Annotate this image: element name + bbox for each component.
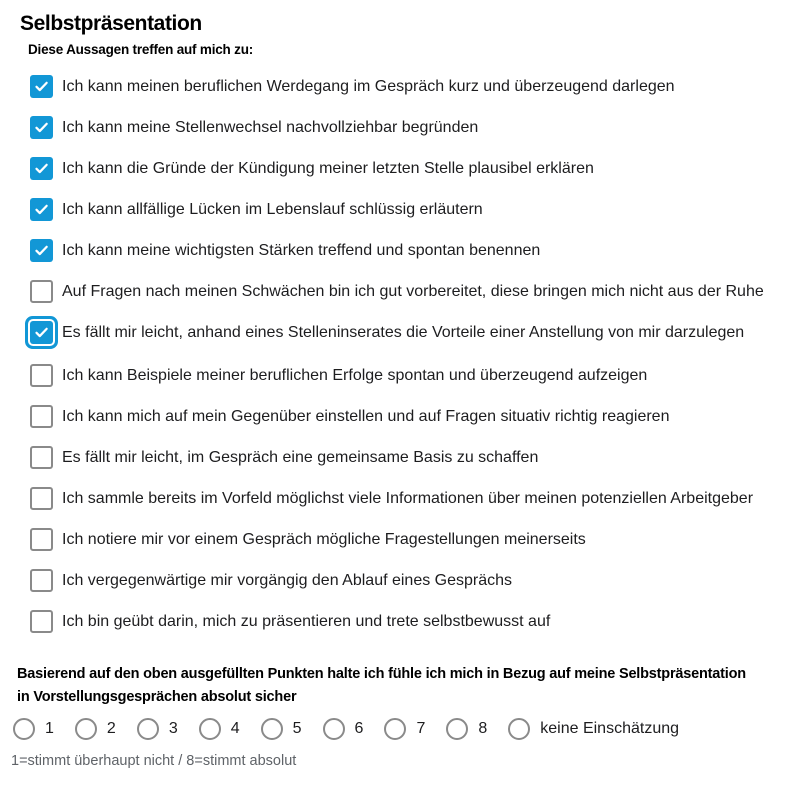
checkbox-item bbox=[30, 528, 789, 552]
checkbox-item bbox=[30, 569, 789, 593]
checkmark-icon bbox=[34, 120, 49, 135]
checkbox-label[interactable]: Ich bin geübt darin, mich zu präsentieren und trete selbstbewusst auf bbox=[62, 613, 551, 630]
checkbox-label[interactable]: Es fällt mir leicht, im Gespräch eine gemeinsame Basis zu schaffen bbox=[62, 449, 539, 466]
radio-option-label: 5 bbox=[292, 720, 302, 737]
rating-option[interactable] bbox=[384, 718, 425, 740]
rating-option[interactable] bbox=[508, 718, 679, 740]
checkbox-label[interactable]: Ich sammle bereits im Vorfeld möglichst viele Informationen über meinen potenziellen Arbeitgeber bbox=[62, 490, 754, 507]
checkbox[interactable] bbox=[30, 75, 53, 98]
checkbox[interactable] bbox=[30, 569, 53, 592]
radio-option-label: 1 bbox=[45, 720, 54, 737]
radio-option-label: 3 bbox=[168, 720, 178, 737]
radio-option-label: 2 bbox=[106, 720, 116, 737]
checkbox-label[interactable]: Ich kann Beispiele meiner beruflichen Erfolge spontan und überzeugend aufzeigen bbox=[62, 367, 648, 384]
checkmark-icon bbox=[34, 243, 49, 258]
rating-option[interactable] bbox=[13, 718, 54, 740]
radio-button[interactable] bbox=[323, 718, 345, 740]
checkbox-label[interactable]: Ich kann mich auf mein Gegenüber einstellen und auf Fragen situativ richtig reagieren bbox=[62, 408, 670, 425]
checkbox[interactable] bbox=[30, 446, 53, 469]
checkbox[interactable] bbox=[30, 610, 53, 633]
checkbox-label[interactable]: Ich kann meine wichtigsten Stärken treffend und spontan benennen bbox=[62, 242, 541, 259]
checkmark-icon bbox=[34, 161, 49, 176]
checkbox[interactable] bbox=[30, 528, 53, 551]
checkbox-label[interactable]: Ich notiere mir vor einem Gespräch mögliche Fragestellungen meinerseits bbox=[62, 531, 586, 548]
checkmark-icon bbox=[34, 79, 49, 94]
rating-option[interactable] bbox=[261, 718, 302, 740]
rating-option[interactable] bbox=[323, 718, 364, 740]
radio-option-label: 8 bbox=[478, 720, 488, 737]
radio-button[interactable] bbox=[261, 718, 283, 740]
rating-question: Basierend auf den oben ausgefüllten Punkten halte ich fühle ich mich in Bezug auf meine Selbstpräsentation in Vorstellungsgesprächen absolut sicher bbox=[17, 666, 746, 705]
checkbox-item bbox=[30, 280, 789, 304]
rating-options bbox=[13, 718, 789, 740]
checkbox-item bbox=[30, 321, 789, 345]
checkbox-item bbox=[30, 198, 789, 222]
radio-button[interactable] bbox=[75, 718, 97, 740]
rating-option[interactable] bbox=[137, 718, 178, 740]
radio-button[interactable] bbox=[508, 718, 530, 740]
checkbox[interactable] bbox=[30, 198, 53, 221]
radio-button[interactable] bbox=[446, 718, 468, 740]
rating-option[interactable] bbox=[75, 718, 116, 740]
page-title: Selbstpräsentation bbox=[20, 12, 202, 35]
checkbox[interactable] bbox=[30, 364, 53, 387]
checkbox-label[interactable]: Ich kann allfällige Lücken im Lebenslauf schlüssig erläutern bbox=[62, 201, 483, 218]
checkbox[interactable] bbox=[30, 405, 53, 428]
radio-option-label: 4 bbox=[230, 720, 240, 737]
checkbox-item bbox=[30, 610, 789, 634]
checkbox-item bbox=[30, 446, 789, 470]
checkmark-icon bbox=[34, 202, 49, 217]
checkbox[interactable] bbox=[30, 239, 53, 262]
checkbox-item bbox=[30, 116, 789, 140]
checkmark-icon bbox=[34, 325, 49, 340]
checkbox-label[interactable]: Ich vergegenwärtige mir vorgängig den Ablauf eines Gesprächs bbox=[62, 572, 513, 589]
checkbox[interactable] bbox=[30, 116, 53, 139]
checkbox-item bbox=[30, 75, 789, 99]
rating-scale-footnote: 1=stimmt überhaupt nicht / 8=stimmt absolut bbox=[11, 753, 297, 769]
radio-option-label: 7 bbox=[416, 720, 426, 737]
checkbox[interactable] bbox=[30, 157, 53, 180]
checkbox-label[interactable]: Auf Fragen nach meinen Schwächen bin ich gut vorbereitet, diese bringen mich nicht aus der Ruhe bbox=[62, 283, 764, 300]
radio-button[interactable] bbox=[199, 718, 221, 740]
rating-option[interactable] bbox=[199, 718, 240, 740]
rating-section bbox=[0, 663, 789, 769]
radio-option-label: keine Einschätzung bbox=[540, 720, 680, 737]
checkbox[interactable] bbox=[30, 487, 53, 510]
checkbox-item bbox=[30, 157, 789, 181]
radio-button[interactable] bbox=[384, 718, 406, 740]
radio-button[interactable] bbox=[137, 718, 159, 740]
checkbox-label[interactable]: Ich kann meine Stellenwechsel nachvollziehbar begründen bbox=[62, 119, 479, 136]
checkbox-item bbox=[30, 487, 789, 511]
checkbox-label[interactable]: Es fällt mir leicht, anhand eines Stelleninserates die Vorteile einer Anstellung von mir darzulegen bbox=[62, 324, 745, 341]
rating-option[interactable] bbox=[446, 718, 487, 740]
instructions-label: Diese Aussagen treffen auf mich zu: bbox=[28, 42, 254, 57]
checkbox-label[interactable]: Ich kann die Gründe der Kündigung meiner letzten Stelle plausibel erklären bbox=[62, 160, 594, 177]
radio-option-label: 6 bbox=[354, 720, 364, 737]
checkbox[interactable] bbox=[30, 321, 53, 344]
checkbox-list bbox=[30, 75, 789, 634]
radio-button[interactable] bbox=[13, 718, 35, 740]
checkbox-item bbox=[30, 405, 789, 429]
checkbox-label[interactable]: Ich kann meinen beruflichen Werdegang im Gespräch kurz und überzeugend darlegen bbox=[62, 78, 675, 95]
checkbox-item bbox=[30, 364, 789, 388]
checkbox-item bbox=[30, 239, 789, 263]
checkbox[interactable] bbox=[30, 280, 53, 303]
